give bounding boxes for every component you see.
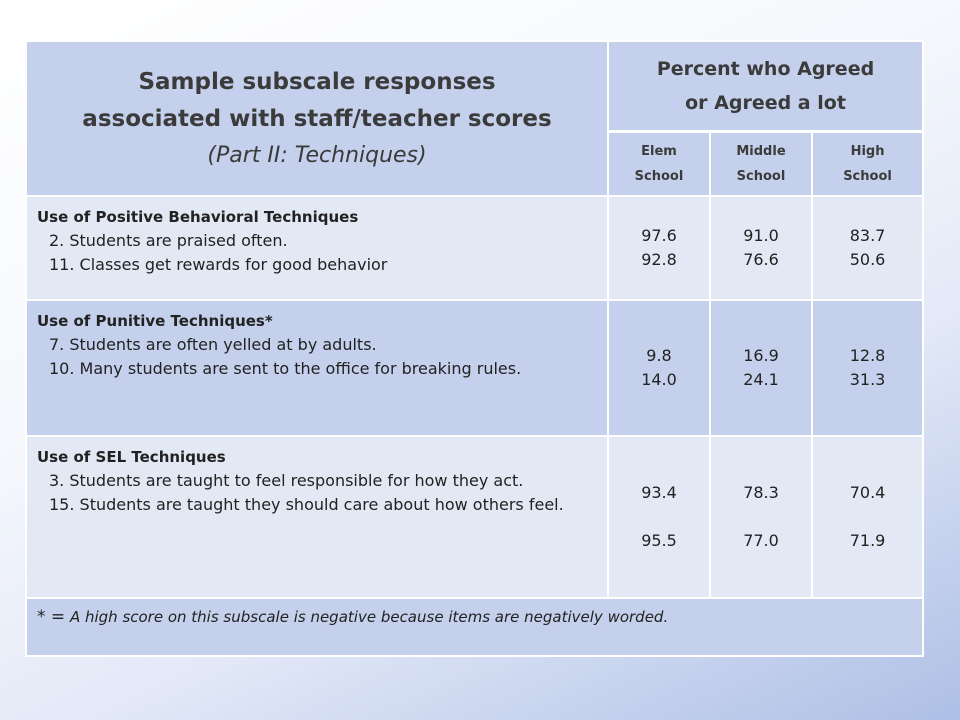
column-header-elem-line-2: School	[634, 169, 684, 184]
table-row-positive-techniques	[26, 196, 923, 300]
table-row-sel-techniques	[26, 436, 923, 598]
column-header-high-line-1: High	[850, 144, 885, 159]
table-title-line-1: Sample subscale responses	[138, 69, 496, 95]
high-values	[812, 436, 923, 598]
percent-header-line-2: or Agreed a lot	[685, 92, 846, 114]
value: 78.3	[743, 483, 779, 502]
elem-values	[608, 196, 710, 300]
item-text: 3. Students are taught to feel responsible for how they act.	[49, 471, 524, 490]
footnote-text: A high score on this subscale is negative because items are negatively worded.	[69, 608, 669, 626]
value: 95.5	[641, 531, 677, 550]
column-header-elem	[608, 132, 710, 197]
subscale-responses-table	[25, 40, 924, 657]
spacer	[609, 505, 709, 529]
item-text: 7. Students are often yelled at by adults.	[49, 335, 377, 354]
high-values	[812, 300, 923, 436]
value: 97.6	[641, 226, 677, 245]
column-header-middle-line-2: School	[736, 169, 786, 184]
value: 16.9	[743, 346, 779, 365]
column-header-high-line-2: School	[843, 169, 892, 184]
table-subtitle: (Part II: Techniques)	[207, 143, 427, 168]
footnote	[26, 598, 923, 656]
elem-values	[608, 436, 710, 598]
middle-values	[710, 196, 812, 300]
spacer	[813, 505, 922, 529]
item-text: 15. Students are taught they should care about how others feel.	[49, 495, 564, 514]
value: 14.0	[641, 370, 677, 389]
section-items-sel	[26, 436, 608, 598]
value: 50.6	[849, 250, 886, 269]
middle-values	[710, 436, 812, 598]
section-items-punitive	[26, 300, 608, 436]
item-text: 11. Classes get rewards for good behavior	[49, 255, 388, 274]
footnote-mark: * =	[37, 607, 66, 627]
spacer	[711, 505, 811, 529]
column-header-middle-line-1: Middle	[736, 144, 786, 159]
value: 92.8	[641, 250, 677, 269]
percent-header-cell	[608, 41, 923, 132]
column-header-middle	[710, 132, 812, 197]
value: 24.1	[743, 370, 779, 389]
value: 77.0	[743, 531, 779, 550]
table-row-punitive-techniques	[26, 300, 923, 436]
elem-values	[608, 300, 710, 436]
value: 70.4	[849, 483, 886, 502]
table-title-cell	[26, 41, 608, 196]
column-header-high	[812, 132, 923, 197]
value: 76.6	[743, 250, 779, 269]
percent-header-line-1: Percent who Agreed	[656, 58, 875, 80]
column-header-elem-line-1: Elem	[641, 144, 677, 159]
section-heading: Use of Punitive Techniques*	[37, 312, 273, 330]
middle-values	[710, 300, 812, 436]
high-values	[812, 196, 923, 300]
value: 71.9	[849, 531, 886, 550]
value: 93.4	[641, 483, 677, 502]
table-title-line-2: associated with staff/teacher scores	[82, 106, 552, 132]
value: 83.7	[849, 226, 886, 245]
section-heading: Use of Positive Behavioral Techniques	[37, 208, 359, 226]
item-text: 2. Students are praised often.	[49, 231, 288, 250]
value: 31.3	[849, 370, 886, 389]
value: 12.8	[849, 346, 886, 365]
value: 9.8	[646, 346, 672, 365]
item-text: 10. Many students are sent to the office for breaking rules.	[49, 359, 522, 378]
section-items-positive	[26, 196, 608, 300]
section-heading: Use of SEL Techniques	[37, 448, 226, 466]
value: 91.0	[743, 226, 779, 245]
table-footer-row	[26, 598, 923, 656]
